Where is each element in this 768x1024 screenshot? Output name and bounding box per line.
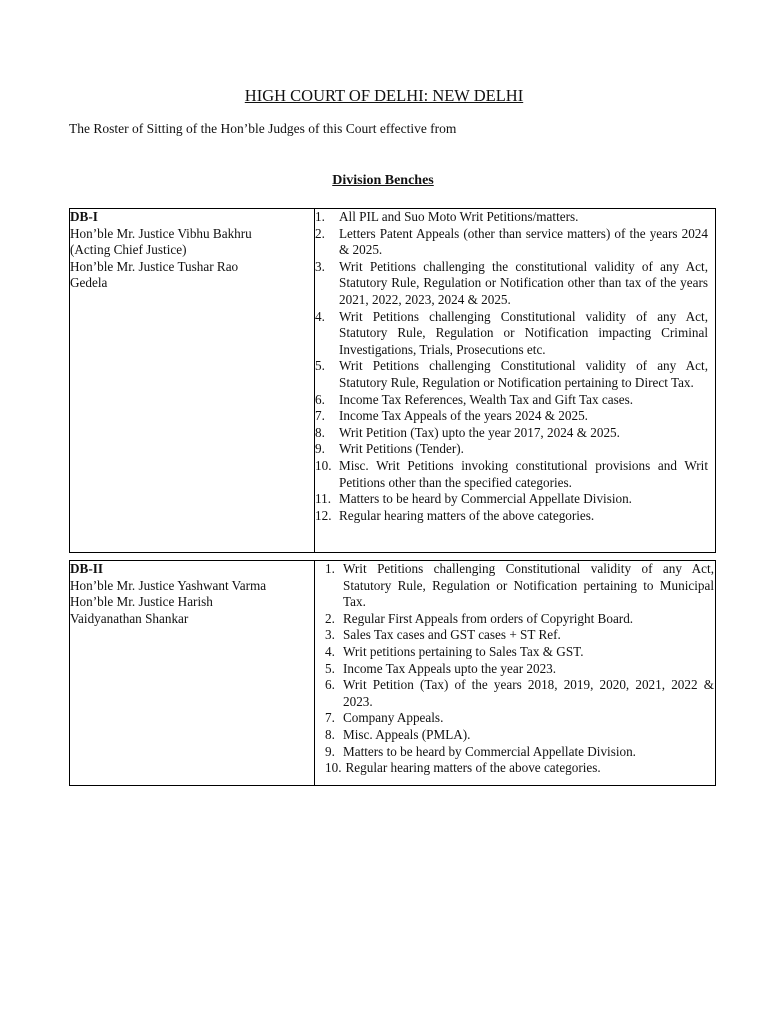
- list-item: [325, 627, 714, 644]
- item-number: 11.: [315, 491, 331, 507]
- item-text: Regular hearing matters of the above categories.: [339, 507, 595, 523]
- bench-judges-cell: [70, 209, 315, 553]
- item-number: 10.: [315, 457, 332, 473]
- list-item: [315, 491, 708, 508]
- item-text: Writ Petitions challenging Constitutional validity of any Act, Statutory Rule, Regulation or Notification impacting Criminal Investigations, Trials, Prosecutions etc.: [339, 308, 708, 357]
- item-number: 4.: [315, 308, 325, 324]
- item-text: Misc. Writ Petitions invoking constitutional provisions and Writ Petitions other than the specified categories.: [339, 457, 708, 490]
- list-item: [315, 441, 708, 458]
- item-number: 7.: [315, 408, 325, 424]
- judge-line: Gedela: [70, 275, 108, 291]
- item-text: Company Appeals.: [343, 710, 444, 726]
- judge-line: Hon’ble Mr. Justice Harish: [70, 594, 213, 610]
- bench-code: DB-II: [70, 561, 103, 576]
- matter-list: [325, 561, 714, 777]
- item-number: 1.: [325, 561, 335, 576]
- section-heading: Division Benches: [332, 173, 434, 188]
- item-text: Sales Tax cases and GST cases + ST Ref.: [343, 627, 561, 643]
- item-text: Writ Petitions (Tender).: [339, 441, 464, 457]
- judge-line: Vaidyanathan Shankar: [70, 610, 189, 626]
- item-text: Income Tax Appeals of the years 2024 & 2025.: [339, 408, 588, 424]
- item-number: 7.: [325, 710, 335, 726]
- bench-judges-cell: [70, 561, 315, 786]
- intro-text: The Roster of Sitting of the Hon’ble Judges of this Court effective from: [69, 121, 457, 136]
- item-text: Writ Petition (Tax) upto the year 2017, 2024 & 2025.: [339, 424, 620, 440]
- list-item: [325, 661, 714, 678]
- item-number: 5.: [325, 660, 335, 676]
- item-text: Writ Petitions challenging Constitutional validity of any Act, Statutory Rule, Regulation or Notification pertaining to Municipal Tax.: [343, 561, 714, 610]
- list-item: [315, 259, 708, 309]
- list-item: [325, 677, 714, 710]
- item-number: 12.: [315, 507, 332, 523]
- item-number: 6.: [315, 391, 325, 407]
- item-number: 8.: [315, 424, 325, 440]
- judge-line: (Acting Chief Justice): [70, 242, 187, 258]
- list-item: [325, 760, 714, 777]
- bench-matters-cell: [315, 561, 716, 786]
- list-item: [315, 392, 708, 409]
- item-text: All PIL and Suo Moto Writ Petitions/matters.: [339, 209, 579, 224]
- item-text: Misc. Appeals (PMLA).: [343, 726, 471, 742]
- item-text: Writ Petition (Tax) of the years 2018, 2019, 2020, 2021, 2022 & 2023.: [343, 677, 714, 709]
- bench-code: DB-I: [70, 209, 98, 224]
- item-number: 10.: [325, 760, 342, 776]
- item-number: 2.: [315, 225, 325, 241]
- judge-line: Hon’ble Mr. Justice Vibhu Bakhru: [70, 225, 252, 241]
- item-number: 9.: [325, 743, 335, 759]
- table-row: [70, 561, 716, 786]
- item-text: Writ petitions pertaining to Sales Tax & GST.: [343, 643, 584, 659]
- item-text: Regular First Appeals from orders of Copyright Board.: [343, 610, 634, 626]
- item-text: Writ Petitions challenging Constitutional validity of any Act, Statutory Rule, Regulation or Notification pertaining to Direct Tax.: [339, 358, 708, 390]
- item-text: Matters to be heard by Commercial Appellate Division.: [339, 491, 632, 507]
- list-item: [325, 710, 714, 727]
- item-text: Regular hearing matters of the above categories.: [345, 760, 601, 776]
- item-number: 3.: [315, 258, 325, 274]
- item-number: 2.: [325, 610, 335, 626]
- item-number: 5.: [315, 358, 325, 374]
- list-item: [315, 425, 708, 442]
- list-item: [325, 644, 714, 661]
- page-title: HIGH COURT OF DELHI: NEW DELHI: [244, 86, 524, 105]
- item-text: Income Tax References, Wealth Tax and Gift Tax cases.: [339, 391, 633, 407]
- bench-matters-cell: [315, 209, 716, 553]
- list-item: [325, 727, 714, 744]
- list-item: [325, 611, 714, 628]
- item-text: Writ Petitions challenging the constitutional validity of any Act, Statutory Rule, Regulation or Notification other than tax of the years 2021, 2022, 2023, 2024 & 2025.: [339, 258, 708, 307]
- item-text: Matters to be heard by Commercial Appellate Division.: [343, 743, 636, 759]
- matter-list: [315, 209, 708, 524]
- item-number: 8.: [325, 726, 335, 742]
- item-number: 3.: [325, 627, 335, 643]
- bench-table-db2: [69, 560, 716, 786]
- item-number: 6.: [325, 677, 335, 693]
- list-item: [315, 508, 708, 525]
- judge-line: Hon’ble Mr. Justice Tushar Rao: [70, 258, 239, 274]
- list-item: [325, 561, 714, 611]
- bench-table-db1: [69, 208, 716, 553]
- item-number: 9.: [315, 441, 325, 457]
- judge-line: Hon’ble Mr. Justice Yashwant Varma: [70, 577, 267, 593]
- list-item: [315, 458, 708, 491]
- list-item: [315, 226, 708, 259]
- item-text: Income Tax Appeals upto the year 2023.: [343, 660, 557, 676]
- list-item: [315, 358, 708, 391]
- list-item: [325, 744, 714, 761]
- item-number: 4.: [325, 643, 335, 659]
- item-number: 1.: [315, 209, 325, 224]
- item-text: Letters Patent Appeals (other than service matters) of the years 2024 & 2025.: [339, 225, 708, 258]
- list-item: [315, 209, 708, 226]
- list-item: [315, 408, 708, 425]
- list-item: [315, 309, 708, 359]
- table-row: [70, 209, 716, 553]
